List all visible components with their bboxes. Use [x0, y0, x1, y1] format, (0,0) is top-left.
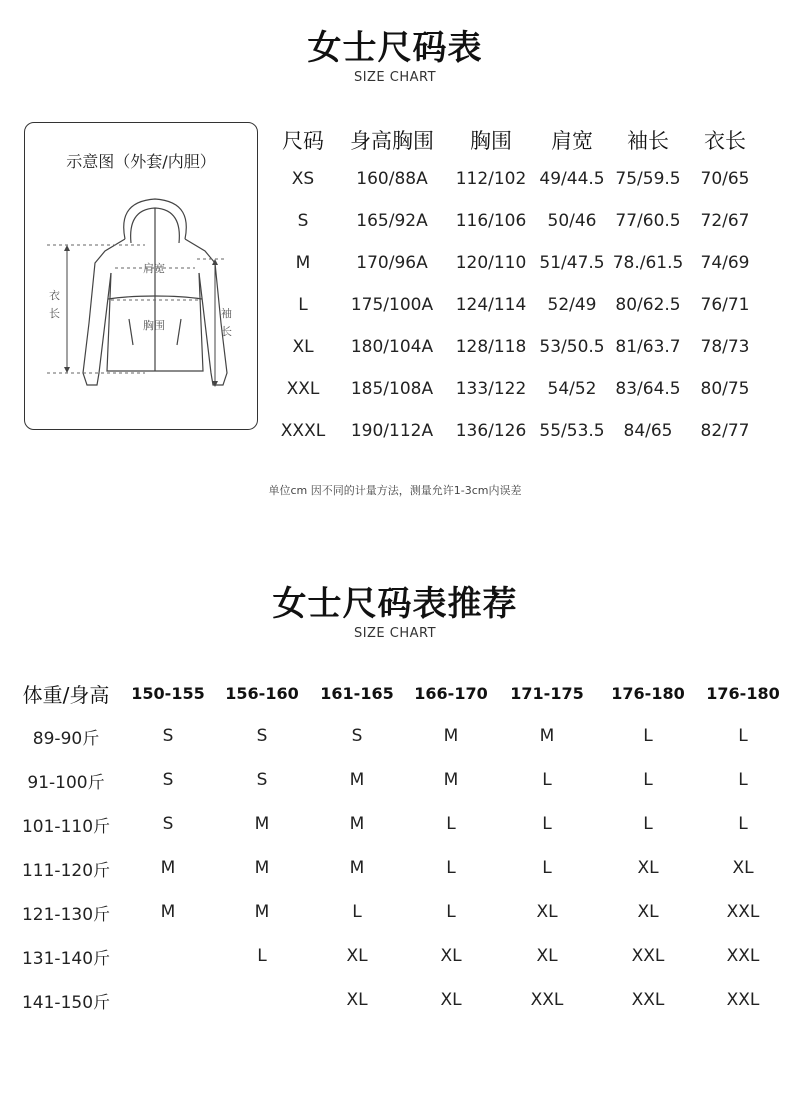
rec-cell: XL: [637, 858, 659, 878]
rec-cell: L: [446, 858, 456, 878]
rec-cell: S: [256, 726, 268, 746]
rec-cell: M: [349, 770, 365, 790]
size-row: [270, 368, 764, 410]
rec-cell: L: [542, 814, 552, 834]
rec-cell: L: [352, 902, 362, 922]
size-cell: 116/106: [455, 211, 527, 231]
rec-row: [10, 978, 786, 1022]
size-cell: 160/88A: [356, 169, 428, 189]
size-cell: 54/52: [547, 379, 597, 399]
rec-cell: [214, 978, 310, 1022]
rec-cell: L: [257, 946, 267, 966]
size-cell: 74/69: [700, 253, 750, 273]
rec-row: [10, 890, 786, 934]
rec-cell: M: [349, 814, 365, 834]
rec-cell: S: [162, 726, 174, 746]
recommendation-title: 女士尺码表推荐: [272, 584, 518, 624]
size-row: [270, 242, 764, 284]
recommendation-header: [10, 672, 786, 714]
size-header-cell: 身高胸围: [350, 129, 434, 153]
size-cell: 120/110: [455, 253, 527, 273]
rec-cell: 101-110斤: [21, 816, 111, 837]
rec-header-cell: 156-160: [225, 683, 299, 703]
rec-cell: XXL: [726, 946, 760, 966]
size-cell: 190/112A: [350, 421, 434, 441]
chest-label: 胸围: [143, 319, 165, 332]
size-cell: 170/96A: [356, 253, 428, 273]
rec-header-cell: 166-170: [414, 683, 488, 703]
rec-cell: XL: [346, 946, 368, 966]
rec-cell: 111-120斤: [21, 860, 111, 881]
rec-cell: XL: [732, 858, 754, 878]
rec-cell: L: [738, 770, 748, 790]
rec-cell: M: [254, 858, 270, 878]
size-header-cell: 胸围: [470, 129, 512, 153]
size-cell: 83/64.5: [615, 379, 681, 399]
length-label-bottom: 长: [49, 307, 60, 320]
size-cell: 80/62.5: [615, 295, 681, 315]
rec-cell: M: [254, 814, 270, 834]
rec-cell: [122, 978, 214, 1022]
size-row: [270, 284, 764, 326]
size-table: [270, 122, 764, 452]
rec-cell: XL: [346, 990, 368, 1010]
size-row: [270, 158, 764, 200]
rec-row: [10, 846, 786, 890]
rec-cell: L: [446, 902, 456, 922]
size-cell: 180/104A: [350, 337, 434, 357]
size-cell: 76/71: [700, 295, 750, 315]
rec-cell: M: [349, 858, 365, 878]
size-cell: 78/73: [700, 337, 750, 357]
rec-cell: L: [738, 814, 748, 834]
rec-header-cell: 150-155: [131, 683, 205, 703]
rec-cell: XXL: [631, 990, 665, 1010]
size-cell: 72/67: [700, 211, 750, 231]
size-cell: XXL: [286, 379, 320, 399]
measurement-note: 单位cm 因不同的计量方法，测量允许1-3cm内误差: [268, 484, 522, 497]
rec-header-cell: 171-175: [510, 683, 584, 703]
size-cell: S: [297, 211, 309, 231]
jacket-diagram-box: [24, 122, 258, 430]
size-cell: XXXL: [280, 421, 326, 441]
rec-cell: M: [160, 902, 176, 922]
size-cell: XL: [292, 337, 314, 357]
rec-cell: L: [738, 726, 748, 746]
rec-cell: XXL: [726, 990, 760, 1010]
size-chart-subtitle: SIZE CHART: [353, 70, 437, 85]
size-cell: 136/126: [455, 421, 527, 441]
size-cell: 77/60.5: [615, 211, 681, 231]
rec-cell: L: [643, 770, 653, 790]
rec-cell: XXL: [530, 990, 564, 1010]
size-cell: L: [298, 295, 308, 315]
recommendation-table: [10, 672, 786, 1022]
size-header-cell: 衣长: [704, 129, 746, 153]
size-cell: 133/122: [455, 379, 527, 399]
size-chart-title: 女士尺码表: [307, 28, 483, 68]
size-cell: 53/50.5: [539, 337, 605, 357]
rec-row: [10, 934, 786, 978]
rec-cell: 89-90斤: [32, 728, 100, 749]
size-cell: 124/114: [455, 295, 527, 315]
rec-cell: M: [443, 770, 459, 790]
rec-cell: XL: [637, 902, 659, 922]
rec-cell: 121-130斤: [21, 904, 111, 925]
rec-cell: [122, 934, 214, 978]
shoulder-label: 肩宽: [143, 262, 165, 275]
size-cell: 185/108A: [350, 379, 434, 399]
size-cell: 128/118: [455, 337, 527, 357]
size-cell: 52/49: [547, 295, 597, 315]
size-cell: M: [295, 253, 311, 273]
size-row: [270, 200, 764, 242]
size-cell: 165/92A: [356, 211, 428, 231]
jacket-diagram: [25, 123, 257, 429]
rec-header-cell: 161-165: [320, 683, 394, 703]
rec-row: [10, 758, 786, 802]
rec-cell: S: [351, 726, 363, 746]
rec-cell: M: [539, 726, 555, 746]
size-cell: 78./61.5: [612, 253, 684, 273]
rec-cell: M: [160, 858, 176, 878]
rec-header-cell: 176-180: [706, 683, 780, 703]
rec-cell: L: [446, 814, 456, 834]
rec-cell: L: [542, 858, 552, 878]
size-cell: 50/46: [547, 211, 597, 231]
size-cell: 84/65: [623, 421, 673, 441]
recommendation-subtitle: SIZE CHART: [353, 626, 437, 641]
size-cell: 75/59.5: [615, 169, 681, 189]
size-row: [270, 410, 764, 452]
rec-cell: L: [643, 814, 653, 834]
rec-cell: XL: [536, 946, 558, 966]
rec-cell: S: [162, 814, 174, 834]
rec-cell: S: [162, 770, 174, 790]
size-cell: 51/47.5: [539, 253, 605, 273]
rec-cell: L: [542, 770, 552, 790]
rec-row: [10, 714, 786, 758]
diagram-label: 示意图（外套/内胆）: [66, 152, 216, 171]
sleeve-label-bottom: 长: [221, 325, 232, 338]
size-cell: 112/102: [455, 169, 527, 189]
length-label-top: 衣: [49, 289, 60, 302]
rec-cell: XXL: [726, 902, 760, 922]
size-cell: 55/53.5: [539, 421, 605, 441]
size-cell: 175/100A: [350, 295, 434, 315]
rec-cell: M: [254, 902, 270, 922]
rec-cell: XXL: [631, 946, 665, 966]
size-cell: 82/77: [700, 421, 750, 441]
rec-cell: XL: [536, 902, 558, 922]
sleeve-label-top: 袖: [221, 307, 232, 320]
rec-cell: 141-150斤: [21, 992, 111, 1013]
rec-cell: XL: [440, 946, 462, 966]
rec-row: [10, 802, 786, 846]
size-row: [270, 326, 764, 368]
size-cell: 81/63.7: [615, 337, 681, 357]
rec-cell: S: [256, 770, 268, 790]
size-cell: 80/75: [700, 379, 750, 399]
rec-header-cell: 体重/身高: [22, 682, 110, 707]
rec-cell: XL: [440, 990, 462, 1010]
rec-cell: L: [643, 726, 653, 746]
rec-cell: 131-140斤: [21, 948, 111, 969]
size-header-cell: 袖长: [627, 129, 669, 153]
size-cell: 70/65: [700, 169, 750, 189]
rec-header-cell: 176-180: [611, 683, 685, 703]
rec-cell: M: [443, 726, 459, 746]
size-header-cell: 尺码: [282, 129, 324, 153]
size-cell: 49/44.5: [539, 169, 605, 189]
size-cell: XS: [291, 169, 315, 189]
size-header-cell: 肩宽: [551, 129, 593, 153]
size-table-header: [270, 122, 764, 158]
rec-cell: 91-100斤: [27, 772, 105, 793]
